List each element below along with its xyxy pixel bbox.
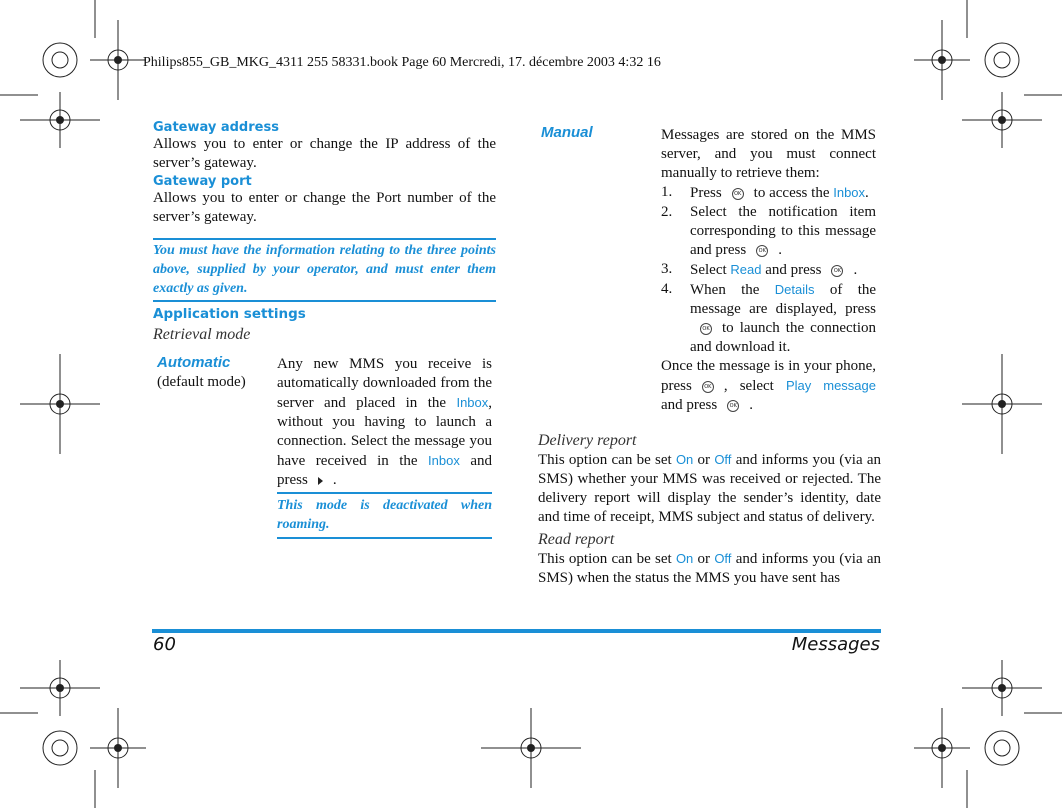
on-option: On xyxy=(675,452,694,467)
outro-text: , select xyxy=(723,378,774,394)
step-text: . xyxy=(853,262,858,278)
gateway-port-text: Allows you to enter or change the Port number of the server’s gateway. xyxy=(153,190,496,225)
manual-section xyxy=(661,126,876,415)
note-bottom-rule xyxy=(153,300,496,302)
automatic-text-b: , without you having to launch a connection. Select the message you have received in the xyxy=(277,395,493,469)
step-2 xyxy=(661,203,876,260)
reports-section xyxy=(538,432,881,588)
step-text: of the message are displayed, press xyxy=(690,282,877,317)
automatic-label: Automatic xyxy=(157,354,231,371)
gateway-address-text: Allows you to enter or change the IP address of the server’s gateway. xyxy=(153,136,496,171)
file-header: Philips855_GB_MKG_4311 255 58331.book Page 60 Mercredi, 17. décembre 2003 4:32 16 xyxy=(143,55,661,70)
delivery-text: or xyxy=(697,452,711,468)
read-report-text xyxy=(538,549,881,588)
note-top-rule xyxy=(153,238,496,240)
ok-key-icon: OK xyxy=(702,381,714,393)
read-report-title: Read report xyxy=(538,531,615,548)
step-text: . xyxy=(865,185,869,201)
on-option: On xyxy=(675,551,694,566)
play-message-link: Play message xyxy=(785,378,876,393)
step-number: 1. xyxy=(661,184,673,200)
read-text: and informs you (via an SMS) when the status the MMS you have sent has xyxy=(538,551,882,586)
outro-text: and press xyxy=(661,397,718,413)
left-column xyxy=(153,118,496,227)
ok-key-icon: OK xyxy=(831,265,843,277)
manual-outro xyxy=(661,357,876,415)
application-settings-title: Application settings xyxy=(153,306,306,322)
step-text: and press xyxy=(765,262,822,278)
step-number: 3. xyxy=(661,261,673,277)
right-arrow-key-icon xyxy=(318,477,323,485)
inbox-link: Inbox xyxy=(833,185,866,200)
read-link: Read xyxy=(730,262,762,277)
step-text: to access the xyxy=(753,185,830,201)
inbox-link-1: Inbox xyxy=(456,395,489,410)
ok-key-icon: OK xyxy=(732,188,744,200)
step-number: 2. xyxy=(661,204,673,220)
manual-label: Manual xyxy=(541,124,593,141)
delivery-report-text xyxy=(538,450,881,527)
step-text: to launch the connection and download it. xyxy=(690,320,876,355)
automatic-description: Any new MMS you receive is automatically downloaded from the server and placed in the Inbox, without you having to launch a connection. Select the message you have received in the Inbox and press . xyxy=(277,356,493,488)
gateway-address-title: Gateway address xyxy=(153,120,279,135)
step-text: Press xyxy=(690,185,722,201)
manual-intro: Messages are stored on the MMS server, and you must connect manually to retrieve them: xyxy=(661,127,876,181)
ok-key-icon: OK xyxy=(727,400,739,412)
outro-text: . xyxy=(749,397,753,413)
delivery-report-title: Delivery report xyxy=(538,432,637,449)
off-option: Off xyxy=(714,452,732,467)
step-text: . xyxy=(778,242,782,258)
section-name: Messages xyxy=(791,634,880,655)
off-option: Off xyxy=(714,551,732,566)
retrieval-mode-title: Retrieval mode xyxy=(153,326,251,343)
inbox-link-2: Inbox xyxy=(428,453,460,468)
page-number: 60 xyxy=(153,634,176,655)
details-link: Details xyxy=(774,282,815,297)
automatic-sublabel: (default mode) xyxy=(157,374,246,390)
delivery-text: This option can be set xyxy=(538,452,672,468)
step-4 xyxy=(661,280,876,357)
roaming-note: This mode is deactivated when roaming. xyxy=(277,498,492,532)
step-text: Select xyxy=(690,262,727,278)
step-3 xyxy=(661,260,876,280)
footer-rule xyxy=(152,629,881,633)
delivery-text: and informs you (via an SMS) whether your MMS was received or rejected. The delivery report will display the sender’s identity, date and time of receipt, MMS subject and status of delivery. xyxy=(538,452,882,525)
gateway-port-title: Gateway port xyxy=(153,174,252,189)
step-text: Select the notification item corresponding to this message and press xyxy=(690,204,876,258)
step-1 xyxy=(661,183,876,203)
roaming-note-top-rule xyxy=(277,492,492,494)
automatic-text-a: Any new MMS you receive is automatically downloaded from the server and placed in the xyxy=(277,356,492,411)
step-text: When the xyxy=(690,282,760,298)
ok-key-icon: OK xyxy=(700,323,712,335)
outro-text: Once the message is in your phone, press xyxy=(661,358,876,394)
automatic-text-c: and press xyxy=(277,453,492,488)
roaming-note-bottom-rule xyxy=(277,537,492,539)
operator-note: You must have the information relating to the three points above, supplied by your operator, and must enter them exactly as given. xyxy=(153,243,496,296)
manual-steps xyxy=(661,183,876,357)
read-text: This option can be set xyxy=(538,551,672,567)
step-number: 4. xyxy=(661,281,673,297)
ok-key-icon: OK xyxy=(756,245,768,257)
read-text: or xyxy=(697,551,711,567)
